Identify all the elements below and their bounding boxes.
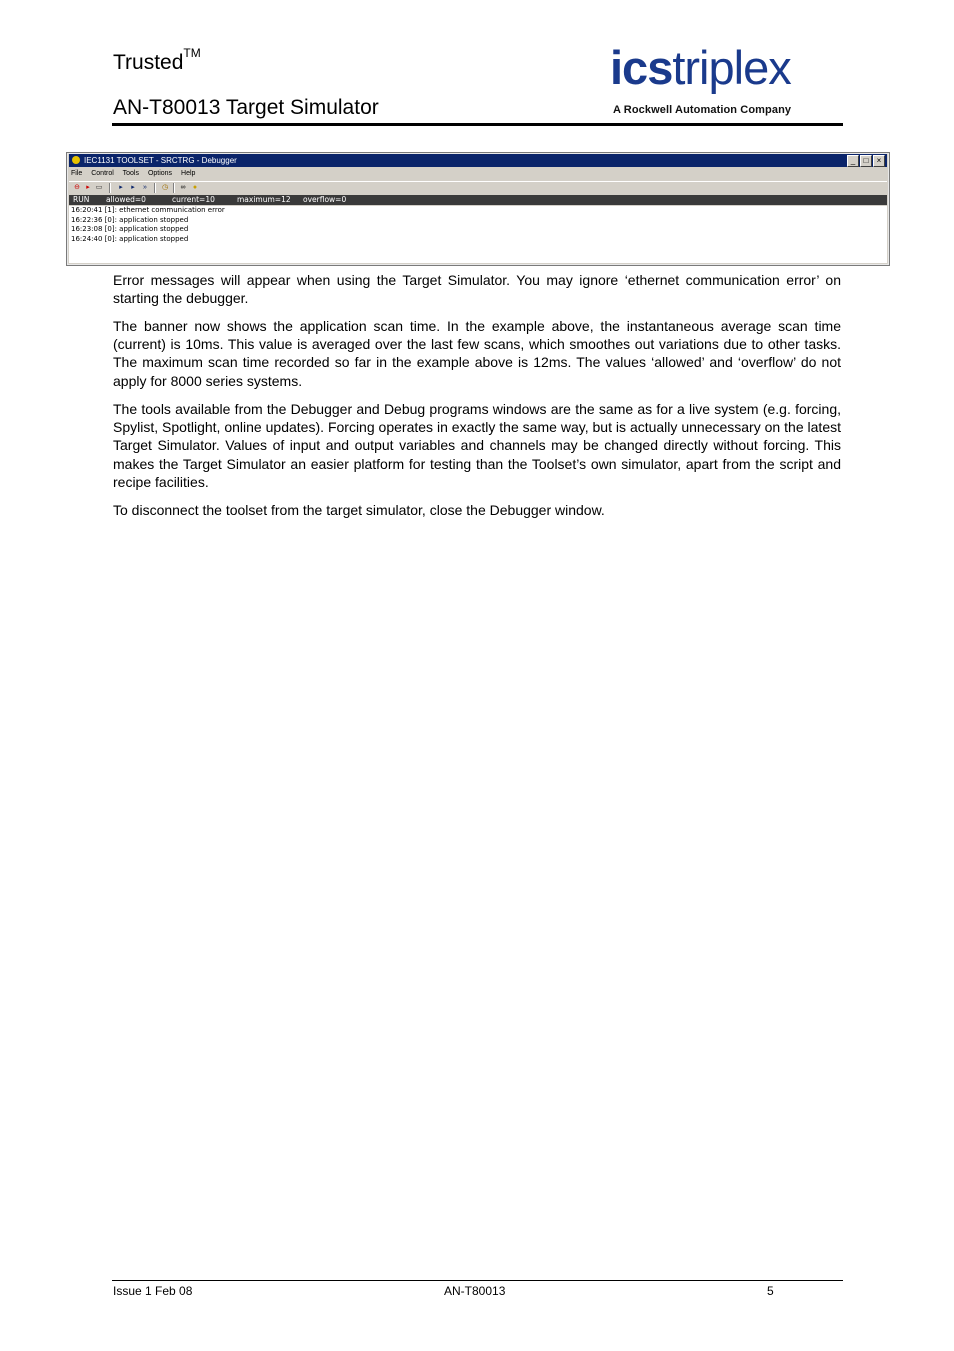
maximize-icon[interactable]: □ xyxy=(860,155,872,167)
status-state: RUN xyxy=(73,195,90,204)
menu-file[interactable]: File xyxy=(71,170,83,177)
toolbar-separator xyxy=(109,183,111,193)
binoculars-icon[interactable]: ∞ xyxy=(180,184,186,191)
step-icon[interactable]: ▸ xyxy=(131,184,135,191)
spotlight-icon[interactable]: ● xyxy=(192,184,198,191)
step-stop-icon[interactable]: ▸ xyxy=(86,184,90,191)
document-title: AN-T80013 Target Simulator xyxy=(113,96,379,119)
log-line: 16:24:40 [0]: application stopped xyxy=(71,234,189,243)
run-icon[interactable]: ▸ xyxy=(119,184,123,191)
app-icon xyxy=(72,156,80,164)
footer-issue: Issue 1 Feb 08 xyxy=(113,1284,193,1298)
toolbar xyxy=(69,181,887,194)
status-banner xyxy=(69,195,887,205)
menu-options[interactable]: Options xyxy=(147,170,173,177)
cycle-icon[interactable]: ▭ xyxy=(95,184,103,191)
status-overflow: overflow=0 xyxy=(303,195,347,204)
menu-help[interactable]: Help xyxy=(181,170,196,177)
logo-subtitle: A Rockwell Automation Company xyxy=(613,104,792,116)
close-icon[interactable]: × xyxy=(873,155,885,167)
paragraph-error-messages: Error messages will appear when using the Target Simulator. You may ignore ‘ethernet communication error’ on starting the debugger. xyxy=(113,272,841,307)
window-title-bar xyxy=(69,154,887,167)
toolbar-separator xyxy=(173,183,175,193)
trademark-sup: TM xyxy=(183,46,201,60)
stop-icon[interactable]: ⊖ xyxy=(74,184,80,191)
log-line: 16:20:41 [1]: ethernet communication error xyxy=(71,206,225,214)
status-current: current=10 xyxy=(172,195,215,204)
debugger-window-screenshot xyxy=(66,152,890,266)
footer-doc-id: AN-T80013 xyxy=(444,1284,506,1298)
fast-forward-icon[interactable]: » xyxy=(143,184,147,191)
toolbar-separator xyxy=(154,183,156,193)
minimize-icon[interactable]: _ xyxy=(847,155,859,167)
timer-icon[interactable]: ◷ xyxy=(161,184,169,191)
menu-tools[interactable]: Tools xyxy=(122,170,139,177)
brand-name: Trusted™ xyxy=(113,46,201,74)
window-title: IEC1131 TOOLSET - SRCTRG - Debugger xyxy=(84,156,237,165)
paragraph-scan-time: The banner now shows the application scan time. In the example above, the instantaneous average scan time (current) is 10ms. This value is averaged over the last few scans, which smoothes out variations due to other tasks. The maximum scan time recorded so far in the example above is 12ms. The values ‘allowed’ and ‘overflow’ do not apply for 8000 series systems. xyxy=(113,318,841,389)
header-rule xyxy=(112,123,843,126)
log-pane[interactable] xyxy=(69,206,887,263)
status-allowed: allowed=0 xyxy=(106,195,146,204)
menu-control[interactable]: Control xyxy=(91,170,114,177)
logo-light-text: triplex xyxy=(672,41,791,94)
paragraph-tools: The tools available from the Debugger and Debug programs windows are the same as for a live system (e.g. forcing, Spylist, Spotlight, online updates). Forcing operates in exactly the same way, but is actually unnecessary on the latest Target Simulator. Values of input and output variables and channels may be changed directly without forcing. This makes the Target Simulator an easier platform for testing than the Toolset’s own simulator, apart from the script and recipe facilities. xyxy=(113,401,841,490)
logo-bold-text: ics xyxy=(610,41,673,94)
footer-rule xyxy=(112,1280,843,1281)
menu-bar xyxy=(71,169,202,179)
log-line: 16:22:36 [0]: application stopped xyxy=(71,215,189,224)
footer-page-number: 5 xyxy=(767,1284,774,1298)
log-line: 16:23:08 [0]: application stopped xyxy=(71,225,189,233)
ics-triplex-logo xyxy=(610,41,843,120)
status-maximum: maximum=12 xyxy=(237,195,291,204)
paragraph-disconnect: To disconnect the toolset from the target simulator, close the Debugger window. xyxy=(113,502,605,518)
